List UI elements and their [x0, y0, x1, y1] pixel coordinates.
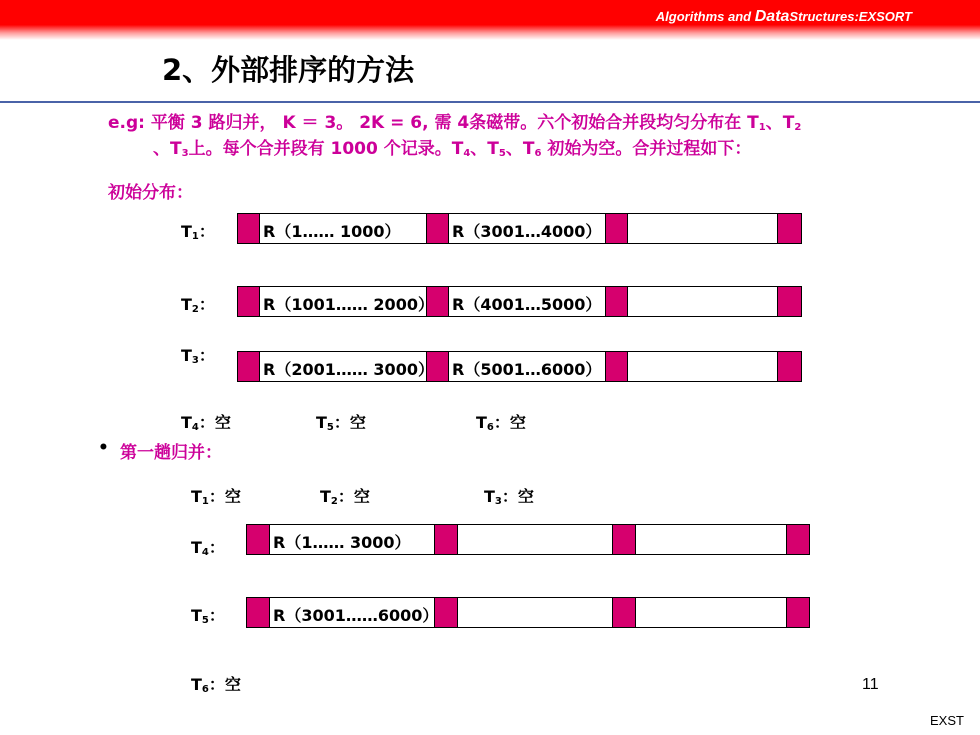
- pass1-status-t2: $T_2$：空: [320, 487, 370, 507]
- run-marker: [786, 524, 810, 555]
- title-underline: [0, 101, 980, 103]
- record-range: R（1…… 3000）: [273, 533, 411, 552]
- tape-label-t5: $T_5$：: [191, 606, 225, 626]
- pass1-status-t6: $T_6$：空: [191, 675, 241, 695]
- run-marker: [612, 597, 636, 628]
- run-marker: [605, 286, 628, 317]
- record-range: R（4001…5000）: [452, 295, 602, 314]
- run-marker: [605, 351, 628, 382]
- run-marker: [777, 213, 802, 244]
- tape-status-t6: $T_6$：空: [476, 413, 526, 433]
- run-marker: [426, 213, 449, 244]
- example-line-1: e.g: 平衡 3 路归并， K ＝ 3。 2K = 6, 需 4条磁带。六个初始合并段均匀分布在 $T_1$、$T_2$: [108, 113, 802, 133]
- tape-label-t3: $T_3$：: [181, 346, 215, 366]
- run-marker: [777, 351, 802, 382]
- record-range: R（2001…… 3000）: [263, 360, 434, 379]
- bullet-icon: •: [98, 438, 109, 458]
- record-range: R（3001……6000）: [273, 606, 439, 625]
- footer-label: EXST: [930, 713, 964, 728]
- run-marker: [237, 351, 260, 382]
- pass1-status-t1: $T_1$：空: [191, 487, 241, 507]
- run-marker: [237, 286, 260, 317]
- first-merge-heading: 第一趟归并：: [120, 443, 222, 463]
- tape-label-t2: $T_2$：: [181, 295, 215, 315]
- header-banner: [0, 0, 980, 40]
- run-marker: [605, 213, 628, 244]
- record-range: R（5001…6000）: [452, 360, 602, 379]
- run-marker: [434, 524, 458, 555]
- tape-status-t4: $T_4$：空: [181, 413, 231, 433]
- record-range: R（3001…4000）: [452, 222, 602, 241]
- run-marker: [237, 213, 260, 244]
- run-marker: [246, 524, 270, 555]
- tape-status-t5: $T_5$：空: [316, 413, 366, 433]
- page-number: 11: [862, 676, 879, 693]
- run-marker: [786, 597, 810, 628]
- record-range: R（1…… 1000）: [263, 222, 401, 241]
- tape-label-t1: $T_1$：: [181, 222, 215, 242]
- tape-label-t4: $T_4$：: [191, 538, 225, 558]
- slide-title: 2、外部排序的方法: [162, 53, 415, 87]
- header-course-title: Algorithms and DataStructures:EXSORT: [655, 8, 912, 25]
- run-marker: [246, 597, 270, 628]
- run-marker: [612, 524, 636, 555]
- pass1-status-t3: $T_3$：空: [484, 487, 534, 507]
- initial-distribution-heading: 初始分布：: [108, 183, 193, 203]
- example-line-2: 、$T_3$上。每个合并段有 1000 个记录。$T_4$、$T_5$、$T_6$ 初始为空。合并过程如下：: [153, 139, 752, 159]
- record-range: R（1001…… 2000）: [263, 295, 434, 314]
- run-marker: [777, 286, 802, 317]
